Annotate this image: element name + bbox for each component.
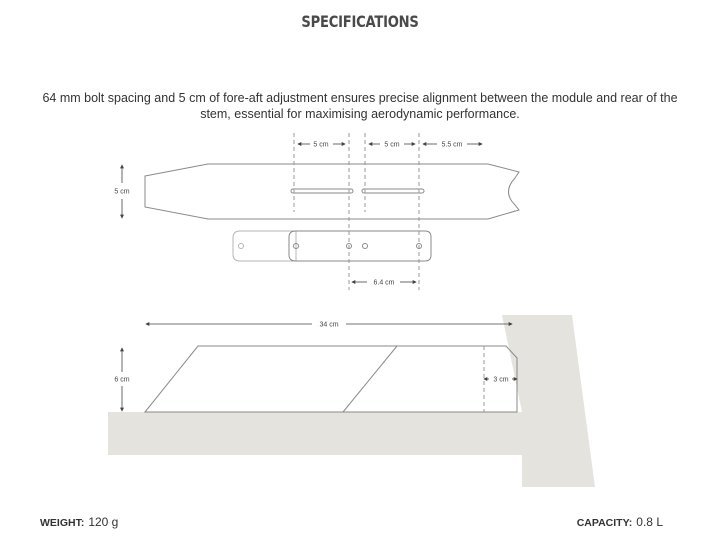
slot-left [291,189,353,193]
side-view [145,346,517,412]
capacity-label: CAPACITY: [576,517,633,529]
dim-bolt-spacing: 6.4 cm [373,279,395,287]
description-text: 64 mm bolt spacing and 5 cm of fore-aft adjustment ensures precise alignment between the module and rear of the stem, essential for maximising aerodynamic performance. [42,91,678,121]
capacity-spec [577,515,663,529]
slot-right [362,189,424,193]
weight-value: 120 g [88,515,119,529]
dim-side-height: 6 cm [114,376,130,384]
capacity-value: 0.8 L [636,515,663,529]
dim-length: 34 cm [319,321,339,329]
dim-slot-right: 5 cm [384,141,400,149]
dim-rear-height: 3 cm [493,376,509,384]
dim-top-height: 5 cm [114,188,130,196]
mount-bracket [289,231,431,261]
top-view [145,133,519,290]
module-side-outline [145,346,517,412]
dim-tip: 5.5 cm [441,141,463,149]
module-top-outline [145,164,519,219]
bracket-ghost [233,231,296,261]
weight-label: WEIGHT: [40,517,85,529]
page-title: SPECIFICATIONS [301,12,419,31]
dim-slot-left: 5 cm [313,141,329,149]
weight-spec [40,515,118,529]
